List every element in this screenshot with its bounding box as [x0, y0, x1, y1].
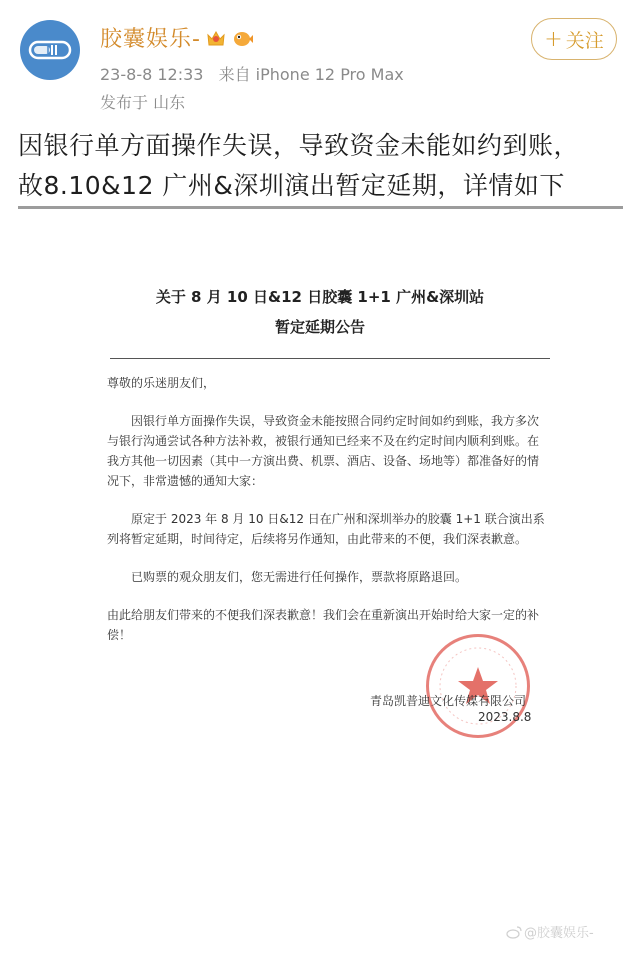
crown-badge-icon: [205, 27, 227, 49]
post-text-line-1: 因银行单方面操作失误，导致资金未能如约到账，: [18, 131, 580, 160]
plus-icon: +: [544, 26, 563, 52]
post-meta: [100, 62, 404, 85]
username-row: [100, 22, 253, 53]
notice-paragraph-4: 由此给朋友们带来的不便我们深表歉意！我们会在重新演出开始时给大家一定的补偿！: [107, 608, 540, 642]
fish-emoji-icon: [231, 27, 253, 49]
weibo-watermark: [506, 922, 594, 941]
notice-paragraph-1: 因银行单方面操作失误，导致资金未能按照合同约定时间如约到账，我方多次与银行沟通尝试各种方法补救，被银行通知已经来不及在约定时间内顺利到账。在我方其他一切因素（其中一方演出费、机票、酒店、设备、场地等）都准备好的情况下，非常遗憾的通知大家：: [107, 414, 540, 488]
post-source: 来自 iPhone 12 Pro Max: [218, 65, 404, 84]
post-time: 23-8-8 12:33: [100, 65, 204, 84]
notice-body: [107, 373, 547, 645]
notice-title: [0, 282, 640, 342]
notice-greeting: 尊敬的乐迷朋友们，: [107, 376, 216, 390]
username[interactable]: 胶囊娱乐-: [100, 27, 201, 52]
capsule-icon: [28, 39, 72, 61]
post-text-line-2: 故8.10&12 广州&深圳演出暂定延期，详情如下: [18, 171, 565, 200]
notice-title-line-1: 关于 8 月 10 日&12 日胶囊 1+1 广州&深圳站: [155, 288, 485, 306]
image-top-divider: [18, 206, 623, 209]
post-header: [0, 0, 640, 120]
signature-company: 青岛凯普迪文化传媒有限公司: [370, 694, 527, 708]
post-location: 发布于 山东: [100, 93, 186, 112]
avatar[interactable]: [20, 20, 80, 80]
notice-divider: [110, 358, 550, 359]
follow-button[interactable]: [531, 18, 617, 60]
notice-title-line-2: 暂定延期公告: [274, 318, 365, 336]
notice-paragraph-2: 原定于 2023 年 8 月 10 日&12 日在广州和深圳举办的胶囊 1+1 联合演出系列将暂定延期，时间待定，后续将另作通知，由此带来的不便，我们深表歉意。: [107, 512, 545, 546]
notice-image[interactable]: [0, 210, 640, 910]
signature-date: 2023.8.8: [478, 710, 532, 724]
weibo-logo-icon: [506, 925, 522, 939]
follow-label: 关注: [565, 29, 604, 52]
watermark-text: @胶囊娱乐-: [524, 926, 594, 941]
notice-paragraph-3: 已购票的观众朋友们，您无需进行任何操作，票款将原路退回。: [131, 570, 468, 584]
post-text: [18, 126, 628, 206]
